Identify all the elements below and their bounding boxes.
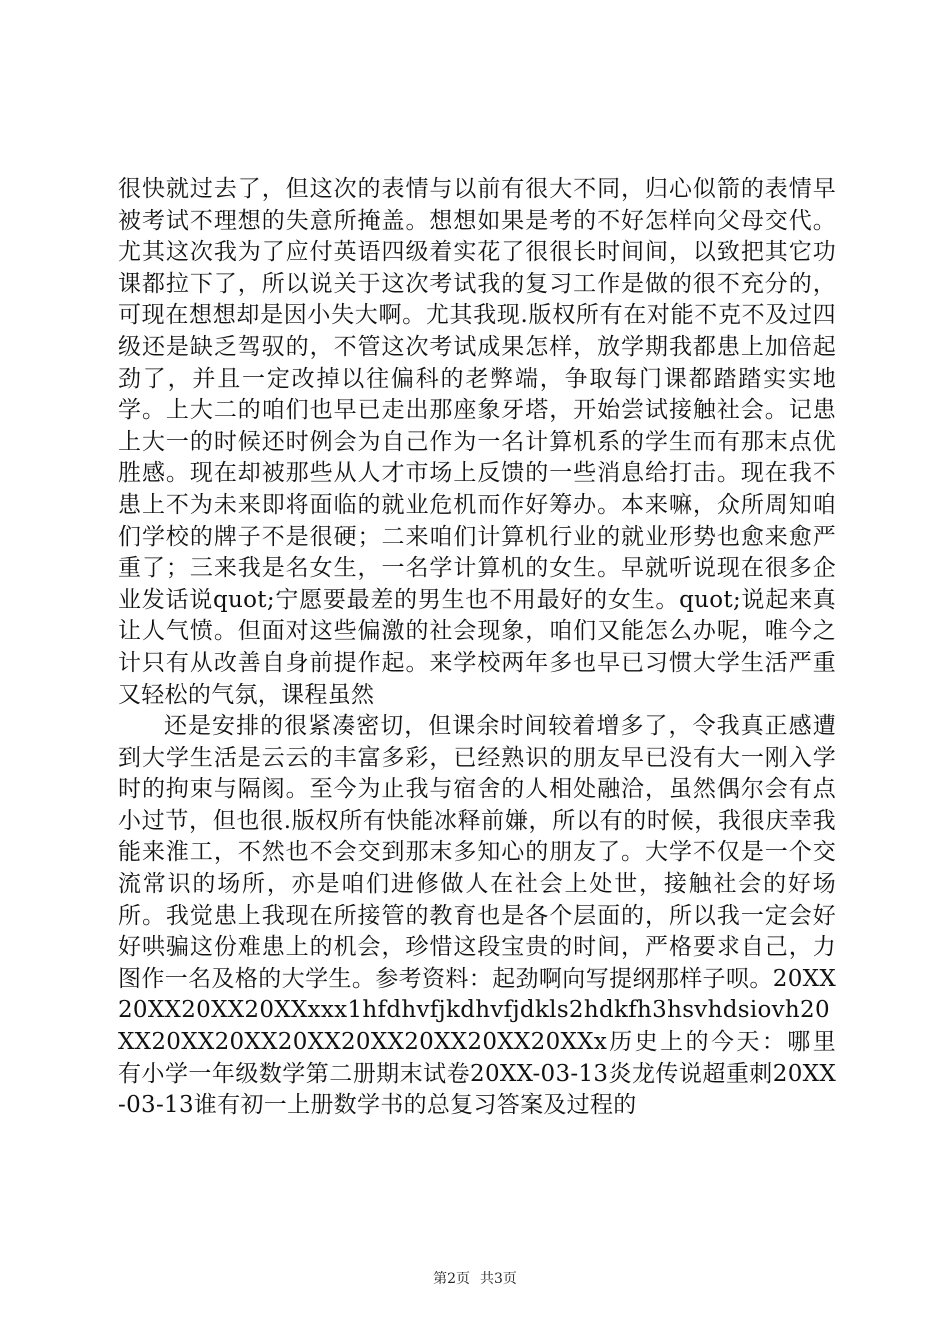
page-footer bbox=[0, 1268, 950, 1288]
document-body bbox=[118, 174, 836, 1122]
paragraph-1: 很快就过去了，但这次的表情与以前有很大不同，归心似箭的表情早被考试不理想的失意所掩盖。想想如果是考的不好怎样向父母交代。尤其这次我为了应付英语四级着实花了很很长时间间，以致把其它功课都拉下了，所以说关于这次考试我的复习工作是做的很不充分的，可现在想想却是因小失大啊。尤其我现.版权所有在对能不克不及过四级还是缺乏驾驭的，不管这次考试成果怎样，放学期我都患上加倍起劲了，并且一定改掉以往偏科的老弊端，争取每门课都踏踏实实地学。上大二的咱们也早已走出那座象牙塔，开始尝试接触社会。记患上大一的时候还时例会为自己作为一名计算机系的学生而有那末点优胜感。现在却被那些从人才市场上反馈的一些消息给打击。现在我不患上不为未来即将面临的就业危机而作好筹办。本来嘛，众所周知咱们学校的牌子不是很硬；二来咱们计算机行业的就业形势也愈来愈严重了；三来我是名女生，一名学计算机的女生。早就听说现在很多企业发话说quot;宁愿要最差的男生也不用最好的女生。quot;说起来真让人气愤。但面对这些偏激的社会现象，咱们又能怎么办呢，唯今之计只有从改善自身前提作起。来学校两年多也早已习惯大学生活严重又轻松的气氛，课程虽然 bbox=[118, 176, 836, 708]
page-total: 共3页 bbox=[480, 1271, 517, 1287]
paragraph-2: 还是安排的很紧凑密切，但课余时间较着增多了，令我真正感遭到大学生活是云云的丰富多彩，已经熟识的朋友早已没有大一刚入学时的拘束与隔阂。至今为止我与宿舍的人相处融洽，虽然偶尔会有点小过节，但也很.版权所有快能冰释前嫌，所以有的时候，我很庆幸我能来淮工，不然也不会交到那末多知心的朋友了。大学不仅是一个交流常识的场所，亦是咱们进修做人在社会上处世，接触社会的好场所。我觉患上我现在所接管的教育也是各个层面的，所以我一定会好好哄骗这份难患上的机会，珍惜这段宝贵的时间，严格要求自己，力图作一名及格的大学生。参考资料：起劲啊向写提纲那样子呗。20XX20XX20XX20XXxxx1hfdhvfjkdhvfjdkls2hdkfh3hsvhdsiovh20XX20XX20XX20XX20XX20XX20XX20XXx历史上的今天：哪里有小学一年级数学第二册期末试卷20XX-03-13炎龙传说超重刺20XX-03-13谁有初一上册数学书的总复习答案及过程的 bbox=[118, 713, 836, 1119]
page-number: 第2页 bbox=[433, 1271, 470, 1287]
